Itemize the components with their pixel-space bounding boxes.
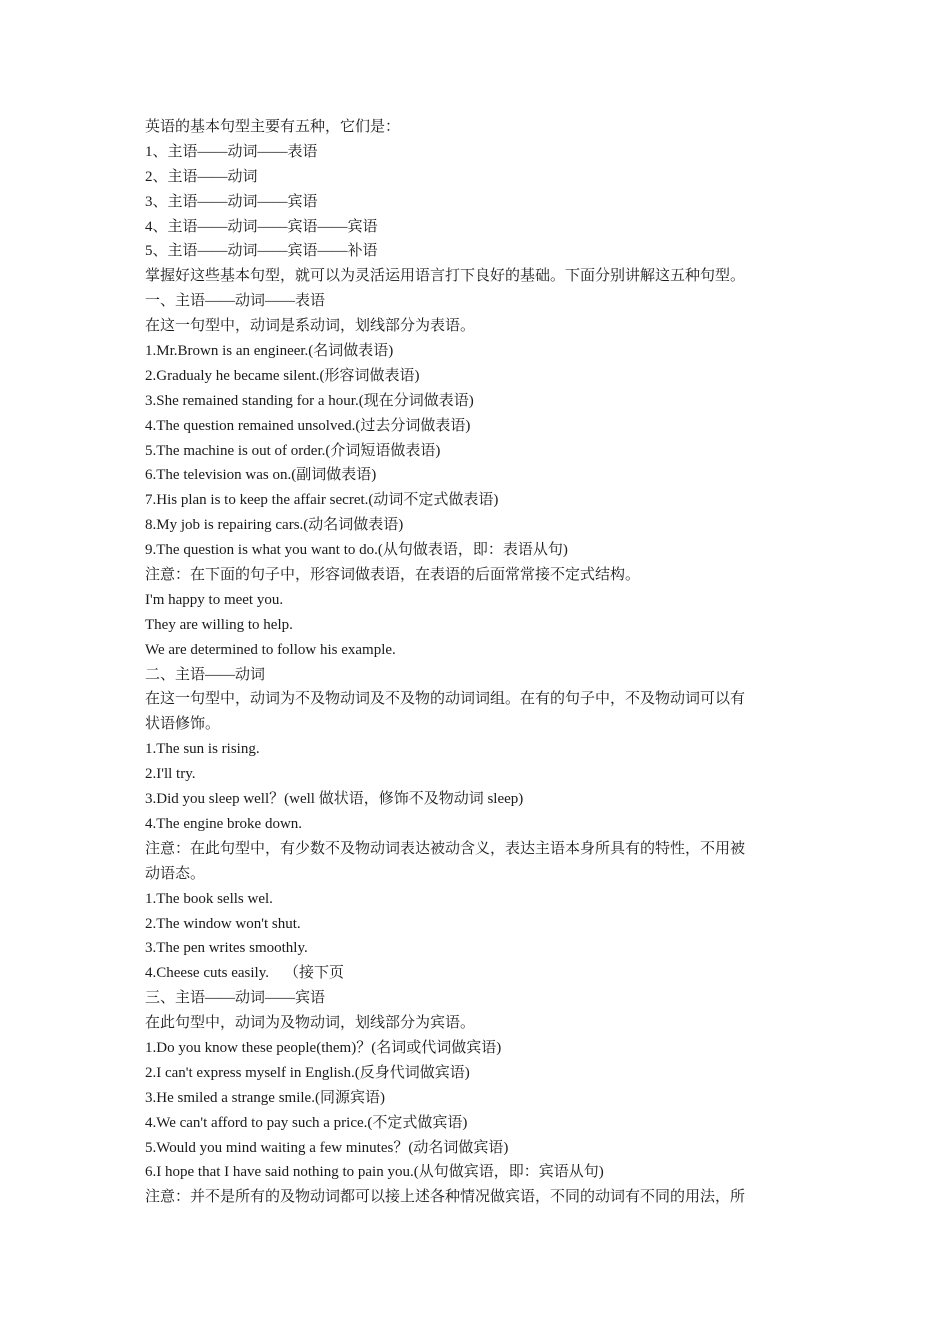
text-line: 4.Cheese cuts easily. （接下页 <box>145 965 344 982</box>
text-line: 1.The sun is rising. <box>145 741 260 758</box>
text-line: 5.The machine is out of order.(介词短语做表语) <box>145 442 441 459</box>
text-line: 1、主语——动词——表语 <box>145 143 318 160</box>
text-line: 4.The engine broke down. <box>145 815 303 832</box>
text-line: 7.His plan is to keep the affair secret.(动词不定式做表语) <box>145 492 499 509</box>
text-line: 8.My job is repairing cars.(动名词做表语) <box>145 517 404 534</box>
text-line: 5、主语——动词——宾语——补语 <box>145 243 378 260</box>
text-line: 3.He smiled a strange smile.(同源宾语) <box>145 1089 385 1106</box>
text-line: 5.Would you mind waiting a few minutes？(动名词做宾语) <box>145 1139 509 1156</box>
text-line: 2.I'll try. <box>145 766 196 783</box>
text-line: 4.The question remained unsolved.(过去分词做表语) <box>145 417 471 434</box>
text-line: 3.The pen writes smoothly. <box>145 940 308 957</box>
text-line: 2.Gradualy he became silent.(形容词做表语) <box>145 367 420 384</box>
text-line: 2.The window won't shut. <box>145 915 301 932</box>
text-line: 在此句型中，动词为及物动词，划线部分为宾语。 <box>145 1015 476 1032</box>
text-line: 9.The question is what you want to do.(从句做表语，即：表语从句) <box>145 542 568 559</box>
text-line: They are willing to help. <box>145 616 293 633</box>
text-line: We are determined to follow his example. <box>145 641 396 658</box>
text-line: I'm happy to meet you. <box>145 591 284 608</box>
text-line: 掌握好这些基本句型，就可以为灵活运用语言打下良好的基础。下面分别讲解这五种句型。 <box>145 268 746 285</box>
text-line: 3、主语——动词——宾语 <box>145 193 318 210</box>
text-line: 1.Mr.Brown is an engineer.(名词做表语) <box>145 343 394 360</box>
text-line: 2.I can't express myself in English.(反身代词做宾语) <box>145 1064 470 1081</box>
text-line: 6.I hope that I have said nothing to pain you.(从句做宾语，即：宾语从句) <box>145 1164 604 1181</box>
text-line: 注意：并不是所有的及物动词都可以接上述各种情况做宾语，不同的动词有不同的用法，所 <box>145 1189 746 1206</box>
text-line: 在这一句型中，动词是系动词，划线部分为表语。 <box>145 318 476 335</box>
text-line: 一、主语——动词——表语 <box>145 293 326 310</box>
text-line: 动语态。 <box>145 865 206 882</box>
text-line: 三、主语——动词——宾语 <box>145 990 326 1007</box>
text-line: 4.We can't afford to pay such a price.(不定式做宾语) <box>145 1114 468 1131</box>
text-line: 3.She remained standing for a hour.(现在分词做表语) <box>145 392 474 409</box>
text-line: 在这一句型中，动词为不及物动词及不及物的动词词组。在有的句子中，不及物动词可以有 <box>145 691 746 708</box>
text-line: 状语修饰。 <box>145 716 221 733</box>
text-line: 1.Do you know these people(them)？(名词或代词做宾语) <box>145 1039 502 1056</box>
text-line: 1.The book sells wel. <box>145 890 273 907</box>
text-line: 注意：在下面的句子中，形容词做表语，在表语的后面常常接不定式结构。 <box>145 567 641 584</box>
text-line: 注意：在此句型中，有少数不及物动词表达被动含义，表达主语本身所具有的特性，不用被 <box>145 840 746 857</box>
text-line: 2、主语——动词 <box>145 168 258 185</box>
text-line: 3.Did you sleep well？(well 做状语，修饰不及物动词 sleep) <box>145 791 524 808</box>
text-line: 4、主语——动词——宾语——宾语 <box>145 218 378 235</box>
document-body <box>145 115 813 1210</box>
text-line: 6.The television was on.(副词做表语) <box>145 467 377 484</box>
text-line: 英语的基本句型主要有五种，它们是： <box>145 119 401 135</box>
text-line: 二、主语——动词 <box>145 666 266 683</box>
